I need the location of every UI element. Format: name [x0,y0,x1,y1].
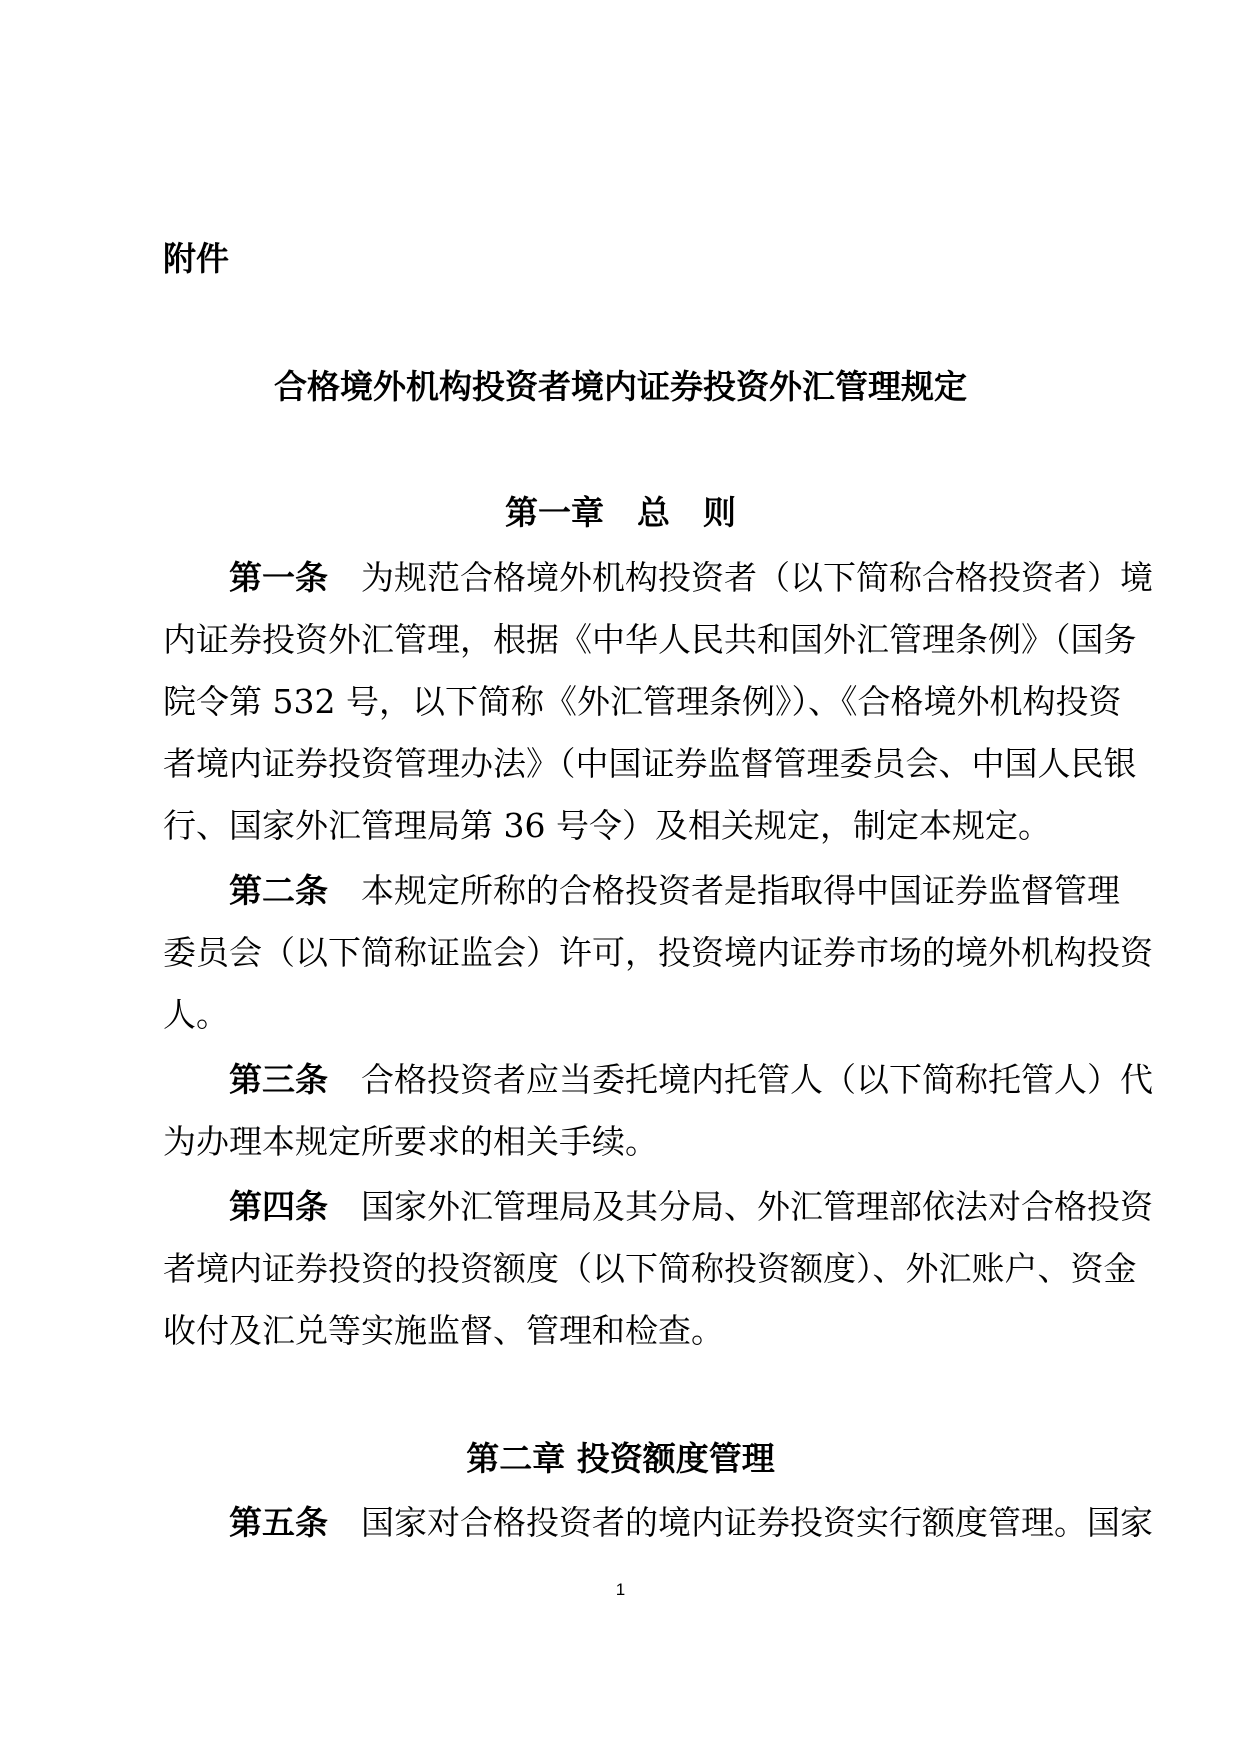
article-line: 收付及汇兑等实施监督、管理和检查。 [163,1311,724,1350]
page-number: 1 [615,1580,626,1599]
article-line: 者境内证券投资管理办法》（中国证券监督管理委员会、中国人民银 [163,744,1137,783]
article-line: 行、国家外汇管理局第 36 号令）及相关规定，制定本规定。 [163,806,1051,845]
article-line: 院令第 532 号，以下简称《外汇管理条例》）、《合格境外机构投资 [163,682,1122,721]
article-line [163,547,1153,609]
article-3 [163,1049,1153,1173]
article-line [163,860,1120,922]
article-1 [163,547,1153,857]
article-line: 者境内证券投资的投资额度（以下简称投资额度）、外汇账户、资金 [163,1249,1137,1288]
article-label: 第二条 [229,871,328,910]
article-line [163,1049,1153,1111]
article-5 [163,1492,1153,1554]
chapter-2-heading: 第二章 投资额度管理 [466,1439,775,1478]
document-title: 合格境外机构投资者境内证券投资外汇管理规定 [274,367,967,406]
article-line: 为办理本规定所要求的相关手续。 [163,1122,658,1161]
article-label: 第四条 [229,1187,328,1226]
article-line [163,1492,1153,1554]
article-line [163,1176,1153,1238]
article-label: 第三条 [229,1060,328,1099]
chapter-1-heading: 第一章 总 则 [505,493,736,532]
article-2 [163,860,1153,1046]
article-text: 为规范合格境外机构投资者（以下简称合格投资者）境 [361,558,1153,597]
article-line: 内证券投资外汇管理，根据《中华人民共和国外汇管理条例》（国务 [163,620,1137,659]
article-text: 国家对合格投资者的境内证券投资实行额度管理。国家 [361,1503,1153,1542]
attachment-label: 附件 [163,239,229,278]
article-line: 人。 [163,995,229,1034]
article-label: 第一条 [229,558,328,597]
article-line: 委员会（以下简称证监会）许可，投资境内证券市场的境外机构投资 [163,933,1153,972]
article-4 [163,1176,1153,1362]
article-text: 合格投资者应当委托境内托管人（以下简称托管人）代 [361,1060,1153,1099]
article-label: 第五条 [229,1503,328,1542]
article-text: 本规定所称的合格投资者是指取得中国证券监督管理 [361,871,1120,910]
article-text: 国家外汇管理局及其分局、外汇管理部依法对合格投资 [361,1187,1153,1226]
